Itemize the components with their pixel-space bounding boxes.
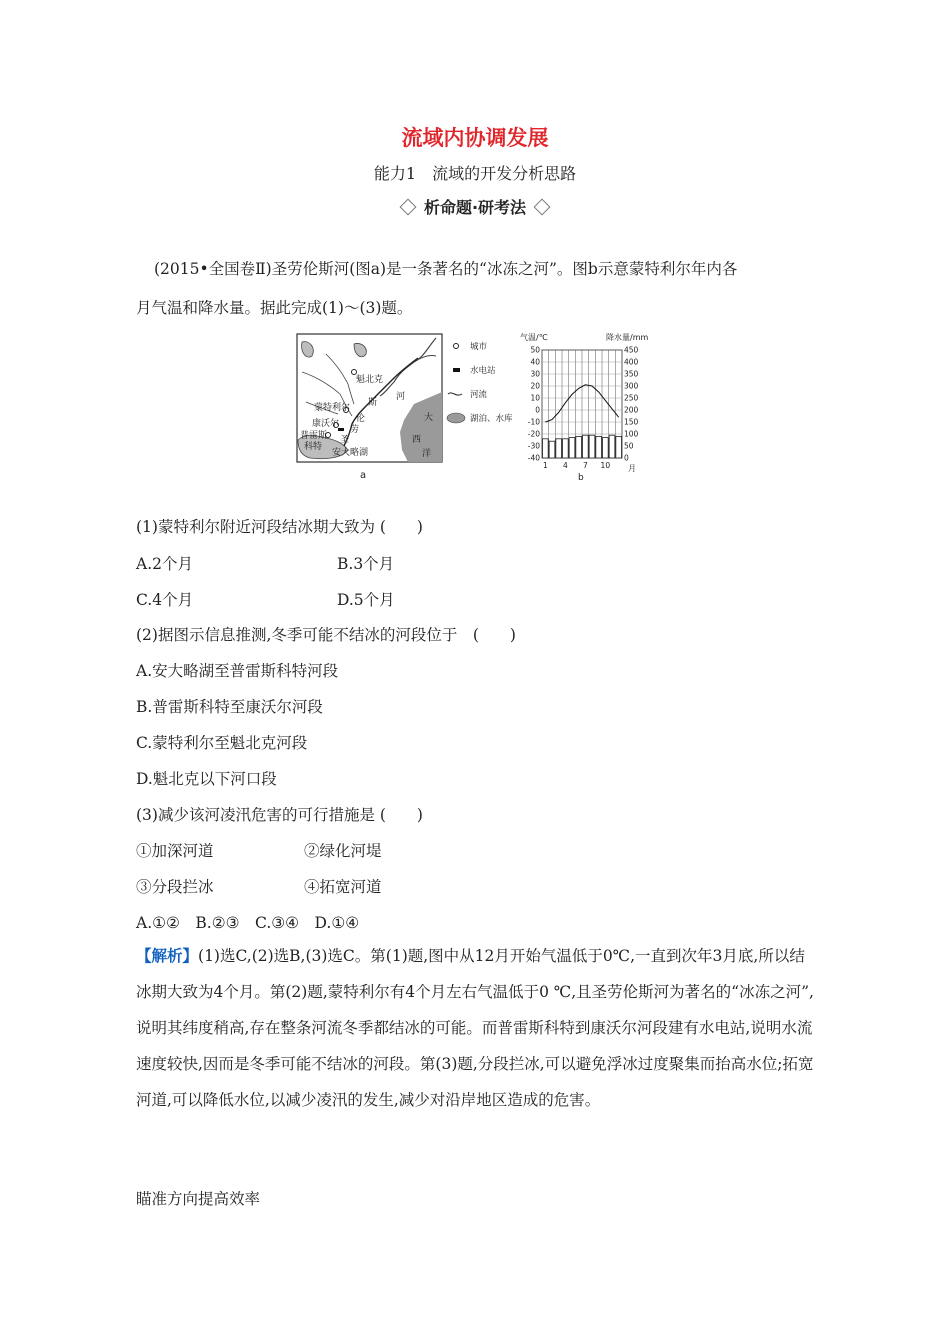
label-quebec: 魁北克 xyxy=(356,375,384,385)
temp-axis-label: 气温/℃ xyxy=(520,333,548,342)
section-subtitle: 能力1 流域的开发分析思路 xyxy=(373,164,577,183)
precip-bar xyxy=(576,436,582,458)
month-tick-label: 7 xyxy=(582,461,588,470)
label-prescott-2: 科特 xyxy=(304,442,323,452)
temp-tick-label: -30 xyxy=(527,441,540,451)
label-si: 斯 xyxy=(368,398,378,408)
figure-a-caption: a xyxy=(360,470,367,481)
q3-item-3: ③分段拦冰 xyxy=(136,878,214,896)
temp-tick-label: -20 xyxy=(527,429,540,439)
figure-b-climate-chart xyxy=(518,330,658,482)
label-sheng: 圣 xyxy=(340,435,350,445)
diamond-left-icon xyxy=(399,198,416,215)
precip-tick-label: 350 xyxy=(624,369,639,379)
q3-stem: (3)减少该河凌汛危害的可行措施是 ( ) xyxy=(136,806,423,824)
precip-bar xyxy=(543,439,549,458)
label-lun: 伦 xyxy=(356,414,366,424)
label-da: 大 xyxy=(424,413,434,423)
precip-tick-label: 100 xyxy=(624,429,639,439)
precip-bar xyxy=(603,438,609,458)
q2-stem: (2)据图示信息推测,冬季可能不结冰的河段位于 ( ) xyxy=(136,626,516,644)
temp-tick-label: 30 xyxy=(530,369,540,379)
temp-tick-label: 0 xyxy=(535,405,540,415)
precip-bar xyxy=(556,439,562,458)
temp-tick-label: 10 xyxy=(530,393,540,403)
q3-item-1: ①加深河道 xyxy=(136,842,214,860)
temp-tick-label: -40 xyxy=(527,453,540,463)
q2-option-a: A.安大略湖至普雷斯科特河段 xyxy=(136,662,339,680)
q2-option-b: B.普雷斯科特至康沃尔河段 xyxy=(136,698,323,716)
precip-bar xyxy=(616,436,622,458)
diamond-right-icon xyxy=(534,198,551,215)
label-xi: 西 xyxy=(412,435,422,445)
analysis-paragraph xyxy=(136,938,816,1118)
banner-label: 析命题·研考法 xyxy=(423,198,527,217)
q1-option-d: D.5个月 xyxy=(337,591,395,609)
precip-tick-label: 400 xyxy=(624,357,639,367)
legend-hydropower: 水电站 xyxy=(470,366,496,376)
city-quebec xyxy=(352,370,357,375)
q2-option-d: D.魁北克以下河口段 xyxy=(136,770,277,788)
legend-river: 河流 xyxy=(470,390,488,400)
legend-river-icon xyxy=(448,393,462,395)
label-yang: 洋 xyxy=(422,449,432,459)
temp-tick-label: 40 xyxy=(530,357,540,367)
precip-tick-label: 0 xyxy=(624,453,629,463)
precip-bar xyxy=(609,435,615,458)
month-tick-label: 10 xyxy=(600,461,611,470)
legend-city-icon xyxy=(454,344,459,349)
month-tick-label: 4 xyxy=(562,461,568,470)
precip-bar xyxy=(596,436,602,458)
precip-bar xyxy=(583,435,589,458)
month-tick-label: 1 xyxy=(542,461,548,470)
analysis-text: (1)选C,(2)选B,(3)选C。第(1)题,图中从12月开始气温低于0℃,一直到次年3月底,所以结冰期大致为4个月。第(2)题,蒙特利尔有4个月左右气温低于0 ℃,且圣劳伦斯河为著名的“冰冻之河”,说明其纬度稍高,存在整条河流冬季都结冰的可能。而普雷斯科特到康沃尔河段建有水电站,说明水流速度较快,因而是冬季可能不结冰的河段。第(3)题,分段拦冰,可以避免浮冰过度聚集而抬高水位;拓宽河道,可以降低水位,以减少凌汛的发生,减少对沿岸地区造成的危害。 xyxy=(136,947,814,1109)
label-montreal: 蒙特利尔 xyxy=(314,403,351,413)
analysis-tag: 【解析】 xyxy=(136,946,199,965)
precip-tick-label: 200 xyxy=(624,405,639,415)
precip-tick-label: 250 xyxy=(624,393,639,403)
intro-line-1: (2015•全国卷Ⅱ)圣劳伦斯河(图a)是一条著名的“冰冻之河”。图b示意蒙特利尔年内各 xyxy=(154,260,738,278)
q1-option-c: C.4个月 xyxy=(136,591,194,609)
legend-lake-icon xyxy=(447,413,465,423)
precip-axis-label: 降水量/mm xyxy=(606,333,649,342)
intro-line-2: 月气温和降水量。据此完成(1)～(3)题。 xyxy=(136,299,413,317)
precip-bar xyxy=(569,438,575,458)
q1-option-a: A.2个月 xyxy=(136,555,193,573)
figure-a-map xyxy=(296,332,536,487)
label-he: 河 xyxy=(396,392,406,402)
q3-choices: A.①② B.②③ C.③④ D.①④ xyxy=(136,914,360,932)
legend-lake: 湖泊、水库 xyxy=(470,414,513,424)
q3-item-4: ④拓宽河道 xyxy=(304,878,382,896)
temp-tick-label: 20 xyxy=(530,381,540,391)
legend-hydropower-icon xyxy=(453,368,460,372)
figure-b-caption: b xyxy=(578,473,584,482)
footer-note: 瞄准方向提高效率 xyxy=(136,1190,261,1208)
precip-bar xyxy=(589,435,595,458)
q1-stem: (1)蒙特利尔附近河段结冰期大致为 ( ) xyxy=(136,518,423,536)
precip-tick-label: 300 xyxy=(624,381,639,391)
legend-city: 城市 xyxy=(470,342,488,352)
q1-option-b: B.3个月 xyxy=(337,555,395,573)
label-prescott-1: 普雷斯 xyxy=(300,431,328,441)
precip-tick-label: 150 xyxy=(624,417,639,427)
temp-tick-label: -10 xyxy=(527,417,540,427)
q3-item-2: ②绿化河堤 xyxy=(304,842,382,860)
section-banner xyxy=(0,195,950,218)
precip-bar xyxy=(563,439,569,458)
precip-tick-label: 450 xyxy=(624,345,639,355)
label-lao: 劳 xyxy=(350,425,360,435)
month-axis-label: 月 xyxy=(628,464,636,473)
temp-tick-label: 50 xyxy=(530,345,540,355)
label-cornwall: 康沃尔 xyxy=(312,419,340,429)
precip-bar xyxy=(549,441,555,458)
q2-option-c: C.蒙特利尔至魁北克河段 xyxy=(136,734,308,752)
label-lake-ontario: 安大略湖 xyxy=(332,448,369,458)
precip-tick-label: 50 xyxy=(624,441,634,451)
document-title: 流域内协调发展 xyxy=(401,126,549,150)
